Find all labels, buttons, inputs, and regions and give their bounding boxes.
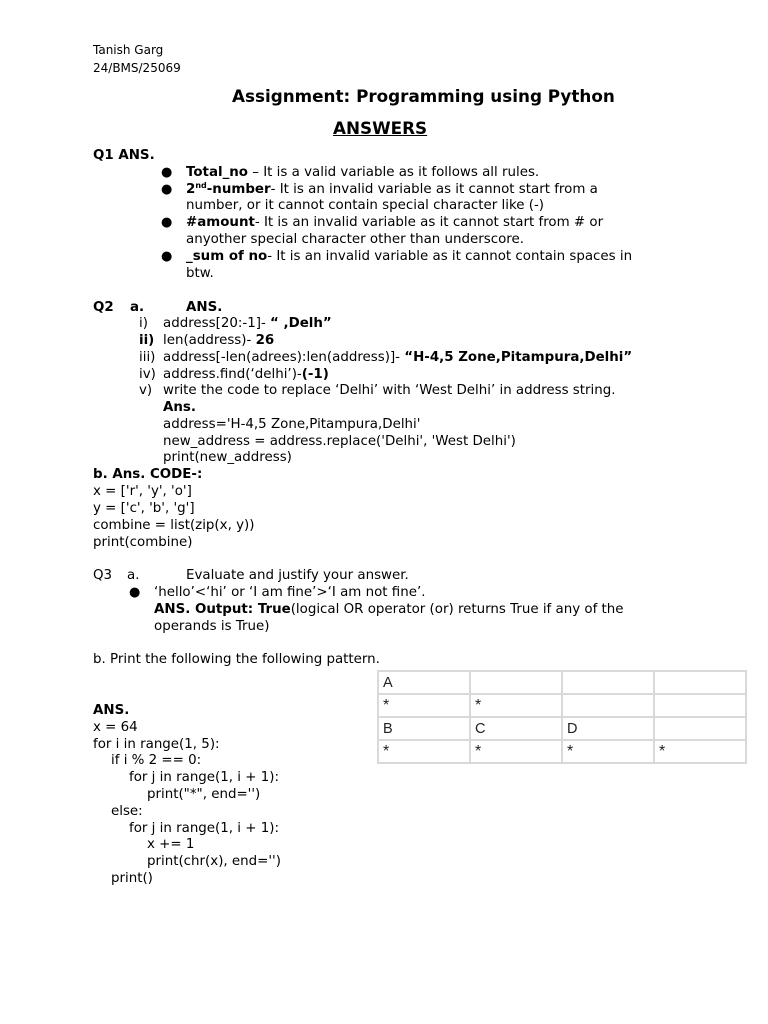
table-cell: * [470,740,562,763]
code-line: print(combine) [93,535,193,550]
q1-label: Q1 ANS. [93,148,155,163]
code-line: if i % 2 == 0: [111,753,202,768]
table-cell: * [470,694,562,717]
q2-item-4: address.find(‘delhi’)-(-1) [163,367,329,382]
code-line: for j in range(1, i + 1): [129,770,280,785]
q2-item-1: address[20:-1]- “ ,Delh” [163,316,332,331]
code-line: x = ['r', 'y', 'o'] [93,484,192,499]
code-line: for i in range(1, 5): [93,737,220,752]
q3-answer-text-cont: operands is True) [154,619,270,634]
q1-item-4 [186,249,632,266]
code-line: print(new_address) [163,450,292,465]
table-cell: A [378,671,470,694]
q2-item-5-num: v) [139,383,153,398]
q3-answer-label: ANS. Output: True [154,602,291,617]
page-title: Assignment: Programming using Python [232,86,615,106]
table-cell: * [378,740,470,763]
table-row [378,717,746,740]
q1-item-4-text-cont: btw. [186,266,214,281]
q3-answer-text: (logical OR operator (or) returns True if any of the [290,602,624,617]
table-cell [562,671,654,694]
q3-bullet: ‘hello’<‘hi’ or ‘I am fine’>‘I am not fine’. [154,585,426,600]
q2-item-2-num: ii) [139,333,155,348]
q3-label: Q3 [93,568,113,583]
code-line: x = 64 [93,720,138,735]
q1-item-2 [186,182,598,199]
q3-part-a: a. [127,568,140,583]
q1-item-4-text: - It is an invalid variable as it cannot contain spaces in [267,249,633,264]
roll-number: 24/BMS/25069 [93,61,181,75]
q3-answer [154,602,624,619]
q1-item-3 [186,215,603,232]
q2-label: Q2 [93,300,114,315]
q2-part-a: a. [130,300,145,315]
table-cell: B [378,717,470,740]
q1-item-2-term: 2nd-number [186,181,271,197]
q2-item-3-answer: “H-4,5 Zone,Pitampura,Delhi” [404,350,633,365]
table-row [378,740,746,763]
q2-item-3: address[-len(adrees):len(address)]- “H-4,5 Zone,Pitampura,Delhi” [163,350,633,365]
table-cell [654,694,746,717]
q2-item-4-num: iv) [139,367,156,382]
q2-item-2-answer: 26 [255,333,275,348]
bullet-icon: ● [161,215,173,230]
code-line: combine = list(zip(x, y)) [93,518,255,533]
bullet-icon: ● [161,165,173,180]
code-line: y = ['c', 'b', 'g'] [93,501,195,516]
code-line: for j in range(1, i + 1): [129,821,280,836]
table-cell: * [562,740,654,763]
table-cell [654,671,746,694]
bullet-icon: ● [129,585,141,600]
code-line: print("*", end='') [147,787,261,802]
q1-item-3-term: #amount [186,215,255,230]
code-line: else: [111,804,143,819]
q2-item-1-num: i) [139,316,148,331]
author-name: Tanish Garg [93,43,164,57]
q2-item-5: write the code to replace ‘Delhi’ with ‘West Delhi’ in address string. [163,383,616,398]
table-cell [470,671,562,694]
q2-ans-label: ANS. [186,300,223,315]
code-line: x += 1 [147,837,195,852]
q2-item-2: len(address)- 26 [163,333,275,348]
q2-item-4-answer: (-1) [301,367,329,382]
q2-v-ans-label: Ans. [163,400,196,415]
code-line: print() [111,871,153,886]
table-cell [562,694,654,717]
code-line: print(chr(x), end='') [147,854,281,869]
q1-item-3-text: - It is an invalid variable as it cannot start from # or [254,215,604,230]
table-cell: * [378,694,470,717]
code-line: address='H-4,5 Zone,Pitampura,Delhi' [163,417,421,432]
q2-item-1-answer: “ ,Delh” [270,316,332,331]
page-subtitle: ANSWERS [333,118,428,138]
q1-item-1 [186,165,539,182]
q1-item-3-text-cont: anyother special character other than underscore. [186,232,524,247]
table-cell: C [470,717,562,740]
table-cell: * [654,740,746,763]
code-line: new_address = address.replace('Delhi', 'West Delhi') [163,434,516,449]
table-cell: D [562,717,654,740]
table-row [378,694,746,717]
pattern-table [377,670,747,764]
q3-b-prompt: b. Print the following the following pattern. [93,652,380,667]
table-cell [654,717,746,740]
q1-item-2-text-cont: number, or it cannot contain special character like (-) [186,198,545,213]
q1-item-4-term: _sum of no [186,249,268,264]
table-row [378,671,746,694]
q1-item-2-text: - It is an invalid variable as it cannot start from a [270,182,598,197]
q2-b-label: b. Ans. CODE-: [93,467,203,482]
bullet-icon: ● [161,182,173,197]
q2-item-3-num: iii) [139,350,156,365]
q3-prompt: Evaluate and justify your answer. [186,568,409,583]
q1-item-1-term: Total_no [186,165,249,180]
q3-ans-header: ANS. [93,703,130,718]
bullet-icon: ● [161,249,173,264]
q1-item-1-text: – It is a valid variable as it follows all rules. [248,165,540,180]
